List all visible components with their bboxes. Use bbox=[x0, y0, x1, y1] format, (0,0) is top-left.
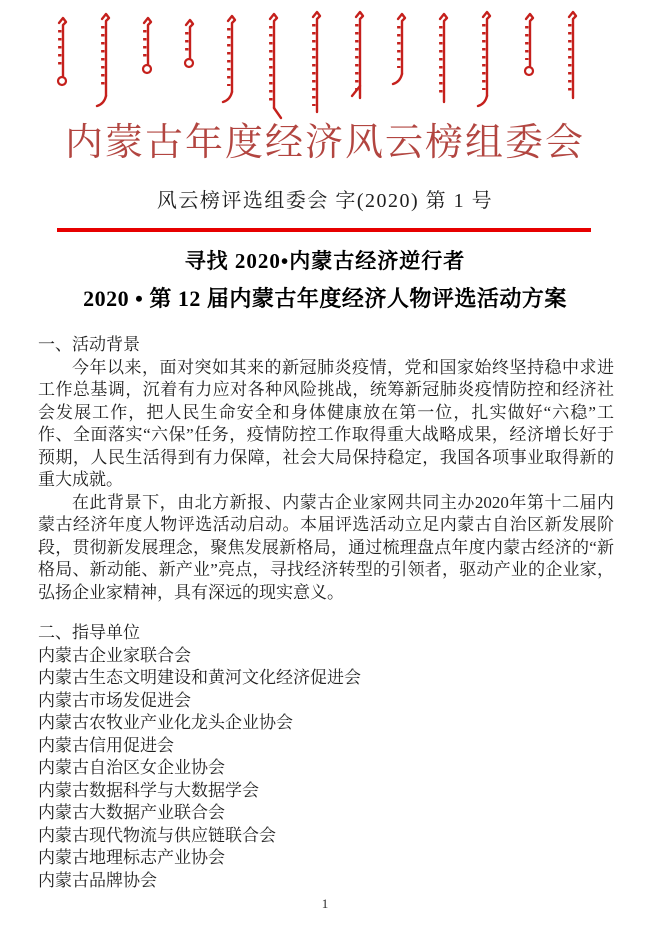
list-item: 内蒙古地理标志产业协会 bbox=[38, 848, 225, 867]
masthead-title: 内蒙古年度经济风云榜组委会 bbox=[64, 122, 585, 164]
document-number: 风云榜评选组委会 字(2020) 第 1 号 bbox=[156, 190, 494, 212]
list-item: 内蒙古品牌协会 bbox=[38, 870, 157, 890]
list-item: 内蒙古数据科学与大数据学会 bbox=[38, 780, 259, 800]
list-item: 内蒙古信用促进会 bbox=[38, 735, 174, 755]
list-item: 内蒙古农牧业产业化龙头企业协会 bbox=[38, 713, 293, 732]
page-number: 1 bbox=[321, 896, 329, 911]
list-item: 内蒙古大数据产业联合会 bbox=[38, 803, 225, 822]
main-title-line-2: 2020 • 第 12 届内蒙古年度经济人物评选活动方案 bbox=[83, 286, 567, 311]
mongolian-script-header bbox=[0, 0, 650, 125]
paragraph: 在此背景下，由北方新报、内蒙古企业家网共同主办2020年第十二届内蒙古经济年度人物评选活动启动。本届评选活动立足内蒙古自治区新发展阶段，贯彻新发展理念，聚焦发展新格局，通过梳理盘点年度内蒙古经济的“新格局、新动能、新产业”亮点，寻找经济转型的引领者，驱动产业的企业家，弘扬企业家精神，具有深远的现实意义。 bbox=[38, 492, 614, 602]
section-guidance-units bbox=[38, 622, 614, 892]
section-background bbox=[38, 334, 614, 604]
red-divider-line bbox=[57, 228, 591, 232]
list-item: 内蒙古现代物流与供应链联合会 bbox=[38, 825, 276, 845]
main-title-line-1: 寻找 2020•内蒙古经济逆行者 bbox=[184, 249, 466, 273]
organization-list bbox=[38, 645, 614, 893]
document-body bbox=[38, 334, 614, 892]
paragraph: 今年以来，面对突如其来的新冠肺炎疫情，党和国家始终坚持稳中求进工作总基调，沉着有力应对各种风险挑战，统筹新冠肺炎疫情防控和经济社会发展工作，把人民生命安全和身体健康放在第一位，扎实做好“六稳”工作、全面落实“六保”任务，疫情防控工作取得重大战略成果，经济增长好于预期，人民生活得到有力保障，社会大局保持稳定，我国各项事业取得新的重大成就。 bbox=[38, 357, 614, 489]
list-item: 内蒙古自治区女企业协会 bbox=[38, 758, 225, 777]
section-2-heading: 二、指导单位 bbox=[38, 623, 140, 642]
list-item: 内蒙古市场发促进会 bbox=[38, 690, 191, 710]
list-item: 内蒙古企业家联合会 bbox=[38, 645, 191, 665]
section-1-heading: 一、活动背景 bbox=[38, 335, 140, 354]
list-item: 内蒙古生态文明建设和黄河文化经济促进会 bbox=[38, 668, 361, 687]
